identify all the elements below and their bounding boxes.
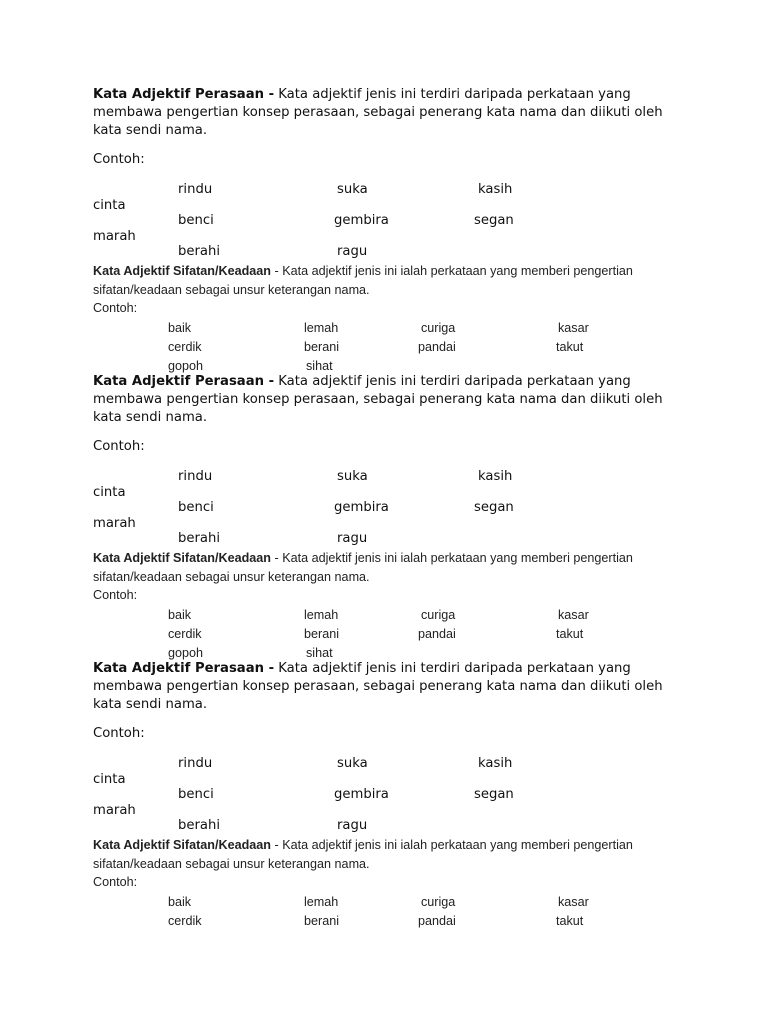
sifatan-word: sihat <box>306 646 333 660</box>
section-1 <box>0 86 768 373</box>
sifatan-word: gopoh <box>168 359 204 373</box>
sifatan-paragraph <box>93 549 693 588</box>
perasaan-text: Kata adjektif jenis ini terdiri daripada perkataan yang membawa pengertian konsep perasaan, sebagai penerang kata nama dan diikuti oleh kata sendi nama. <box>93 661 663 713</box>
perasaan-heading: Kata Adjektif Perasaan - <box>93 661 275 676</box>
perasaan-paragraph <box>93 373 693 428</box>
sifatan-word: takut <box>556 340 584 354</box>
perasaan-word: cinta <box>93 198 126 213</box>
sifatan-word: baik <box>168 321 192 335</box>
sifatan-text: - Kata adjektif jenis ini ialah perkataan yang memberi pengertian sifatan/keadaan sebagai unsur keterangan nama. <box>93 264 633 298</box>
sifatan-word: baik <box>168 895 192 909</box>
perasaan-word: rindu <box>178 756 213 771</box>
perasaan-word: marah <box>93 803 136 818</box>
perasaan-paragraph <box>93 660 693 715</box>
perasaan-word: rindu <box>178 469 213 484</box>
perasaan-word: ragu <box>337 244 368 259</box>
sifatan-word: cerdik <box>168 914 202 928</box>
sifatan-word: kasar <box>558 608 589 622</box>
perasaan-paragraph <box>93 86 693 141</box>
sifatan-contoh-label: Contoh: <box>93 301 138 315</box>
perasaan-word: segan <box>474 213 514 228</box>
sifatan-word: gopoh <box>168 646 204 660</box>
sifatan-text: - Kata adjektif jenis ini ialah perkataan yang memberi pengertian sifatan/keadaan sebagai unsur keterangan nama. <box>93 838 633 872</box>
perasaan-word: benci <box>178 500 214 515</box>
sifatan-contoh-label: Contoh: <box>93 875 138 889</box>
perasaan-word: segan <box>474 787 514 802</box>
perasaan-text: Kata adjektif jenis ini terdiri daripada perkataan yang membawa pengertian konsep perasaan, sebagai penerang kata nama dan diikuti oleh kata sendi nama. <box>93 374 663 426</box>
sifatan-word: curiga <box>421 895 456 909</box>
perasaan-word: suka <box>337 756 368 771</box>
sifatan-word: lemah <box>304 895 339 909</box>
section-2 <box>0 373 768 660</box>
sifatan-word: kasar <box>558 895 589 909</box>
sifatan-text: - Kata adjektif jenis ini ialah perkataan yang memberi pengertian sifatan/keadaan sebagai unsur keterangan nama. <box>93 551 633 585</box>
sifatan-word: pandai <box>418 340 456 354</box>
sifatan-word: baik <box>168 608 192 622</box>
sifatan-word: cerdik <box>168 340 202 354</box>
perasaan-word: ragu <box>337 818 368 833</box>
perasaan-word: benci <box>178 213 214 228</box>
perasaan-word: berahi <box>178 531 221 546</box>
section-3 <box>0 660 768 947</box>
sifatan-word: sihat <box>306 359 333 373</box>
sifatan-heading: Kata Adjektif Sifatan/Keadaan <box>93 551 271 565</box>
perasaan-word: cinta <box>93 485 126 500</box>
sifatan-word: takut <box>556 627 584 641</box>
perasaan-word: marah <box>93 516 136 531</box>
sifatan-word: lemah <box>304 608 339 622</box>
sifatan-heading: Kata Adjektif Sifatan/Keadaan <box>93 264 271 278</box>
sifatan-word: pandai <box>418 914 456 928</box>
perasaan-word: suka <box>337 469 368 484</box>
perasaan-contoh-label: Contoh: <box>93 726 145 741</box>
sifatan-paragraph <box>93 262 693 301</box>
perasaan-word: cinta <box>93 772 126 787</box>
perasaan-text: Kata adjektif jenis ini terdiri daripada perkataan yang membawa pengertian konsep perasaan, sebagai penerang kata nama dan diikuti oleh kata sendi nama. <box>93 87 663 139</box>
perasaan-word: kasih <box>478 469 513 484</box>
perasaan-word: gembira <box>334 213 389 228</box>
perasaan-word: segan <box>474 500 514 515</box>
sifatan-heading: Kata Adjektif Sifatan/Keadaan <box>93 838 271 852</box>
sifatan-word: berani <box>304 340 340 354</box>
sifatan-word: berani <box>304 914 340 928</box>
perasaan-word: rindu <box>178 182 213 197</box>
sifatan-word: curiga <box>421 608 456 622</box>
perasaan-heading: Kata Adjektif Perasaan - <box>93 87 275 102</box>
sifatan-word: takut <box>556 914 584 928</box>
sifatan-paragraph <box>93 836 693 875</box>
perasaan-word: berahi <box>178 244 221 259</box>
sifatan-word: lemah <box>304 321 339 335</box>
sifatan-word: kasar <box>558 321 589 335</box>
perasaan-heading: Kata Adjektif Perasaan - <box>93 374 275 389</box>
sifatan-word: cerdik <box>168 627 202 641</box>
perasaan-word: berahi <box>178 818 221 833</box>
perasaan-word: kasih <box>478 756 513 771</box>
sifatan-word: curiga <box>421 321 456 335</box>
perasaan-word: ragu <box>337 531 368 546</box>
sifatan-word: pandai <box>418 627 456 641</box>
perasaan-word: marah <box>93 229 136 244</box>
perasaan-word: kasih <box>478 182 513 197</box>
perasaan-contoh-label: Contoh: <box>93 152 145 167</box>
perasaan-word: gembira <box>334 500 389 515</box>
perasaan-word: gembira <box>334 787 389 802</box>
sifatan-word: berani <box>304 627 340 641</box>
perasaan-contoh-label: Contoh: <box>93 439 145 454</box>
sifatan-contoh-label: Contoh: <box>93 588 138 602</box>
perasaan-word: benci <box>178 787 214 802</box>
perasaan-word: suka <box>337 182 368 197</box>
